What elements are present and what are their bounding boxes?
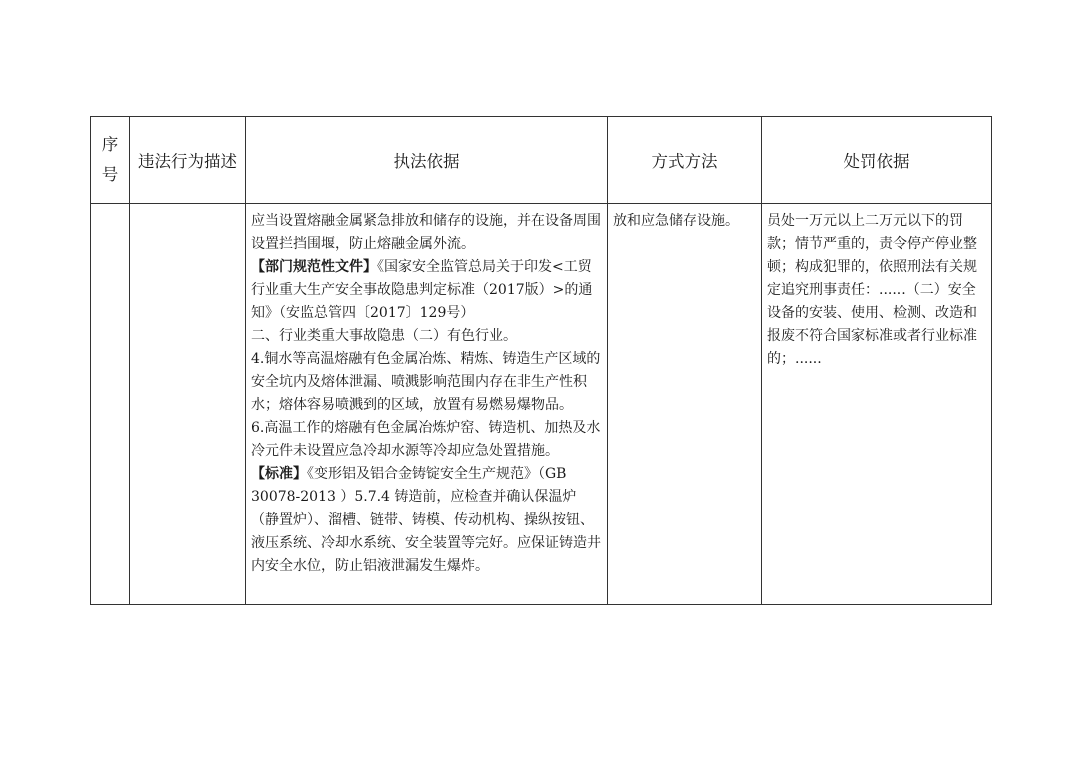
header-seq-char1: 序: [101, 135, 119, 154]
header-description: 违法行为描述: [130, 117, 246, 204]
basis-paragraph-3: 二、行业类重大事故隐患（二）有色行业。: [251, 328, 517, 344]
cell-seq: [91, 204, 130, 605]
cell-basis: [246, 204, 608, 605]
basis-paragraph-1: 应当设置熔融金属紧急排放和储存的设施，并在设备周围设置拦挡围堰，防止熔融金属外流。: [251, 213, 601, 252]
basis-paragraph-6: [251, 463, 603, 578]
header-row: [91, 117, 992, 204]
cell-method-text: 放和应急储存设施。: [613, 213, 739, 229]
basis-tag-regulation: 【部门规范性文件】: [251, 259, 377, 275]
header-method: 方式方法: [608, 117, 762, 204]
basis-paragraph-2-text: 《国家安全监管总局关于印发<工贸行业重大生产安全事故隐患判定标准（2017版）>的通知》（安监总管四〔2017〕129号）: [251, 259, 593, 321]
basis-tag-standard: 【标准】: [251, 466, 307, 482]
basis-paragraph-2: [251, 256, 603, 325]
cell-penalty: [762, 204, 992, 605]
cell-method: [608, 204, 762, 605]
cell-penalty-text: 员处一万元以上二万元以下的罚款；情节严重的，责令停产停业整顿；构成犯罪的，依照刑法有关规定追究刑事责任：......（二）安全设备的安装、使用、检测、改造和报废不符合国家标准或者行业标准的；......: [767, 213, 977, 367]
cell-description-text: [130, 204, 245, 210]
header-penalty: 处罚依据: [762, 117, 992, 204]
header-seq: [91, 117, 130, 204]
basis-paragraph-5: 6.高温工作的熔融有色金属冶炼炉窑、铸造机、加热及水冷元件未设置应急冷却水源等冷却应急处置措施。: [251, 420, 601, 459]
basis-paragraph-4: 4.铜水等高温熔融有色金属冶炼、精炼、铸造生产区域的安全坑内及熔体泄漏、喷溅影响范围内存在非生产性积水；熔体容易喷溅到的区域，放置有易燃易爆物品。: [251, 351, 601, 413]
header-seq-char2: 号: [101, 165, 119, 184]
header-basis: 执法依据: [246, 117, 608, 204]
cell-seq-text: [91, 204, 129, 210]
cell-basis-text: [246, 204, 607, 578]
cell-description: [130, 204, 246, 605]
table-row: [91, 204, 992, 605]
basis-paragraph-6-text: 《变形铝及铝合金铸锭安全生产规范》（GB 30078-2013 ）5.7.4 铸造前，应检查并确认保温炉（静置炉）、溜槽、链带、铸模、传动机构、操纵按钮、液压系统、冷却水系统、安全装置等完好。应保证铸造井内安全水位，防止铝液泄漏发生爆炸。: [251, 466, 601, 574]
law-enforcement-table: [90, 116, 992, 605]
